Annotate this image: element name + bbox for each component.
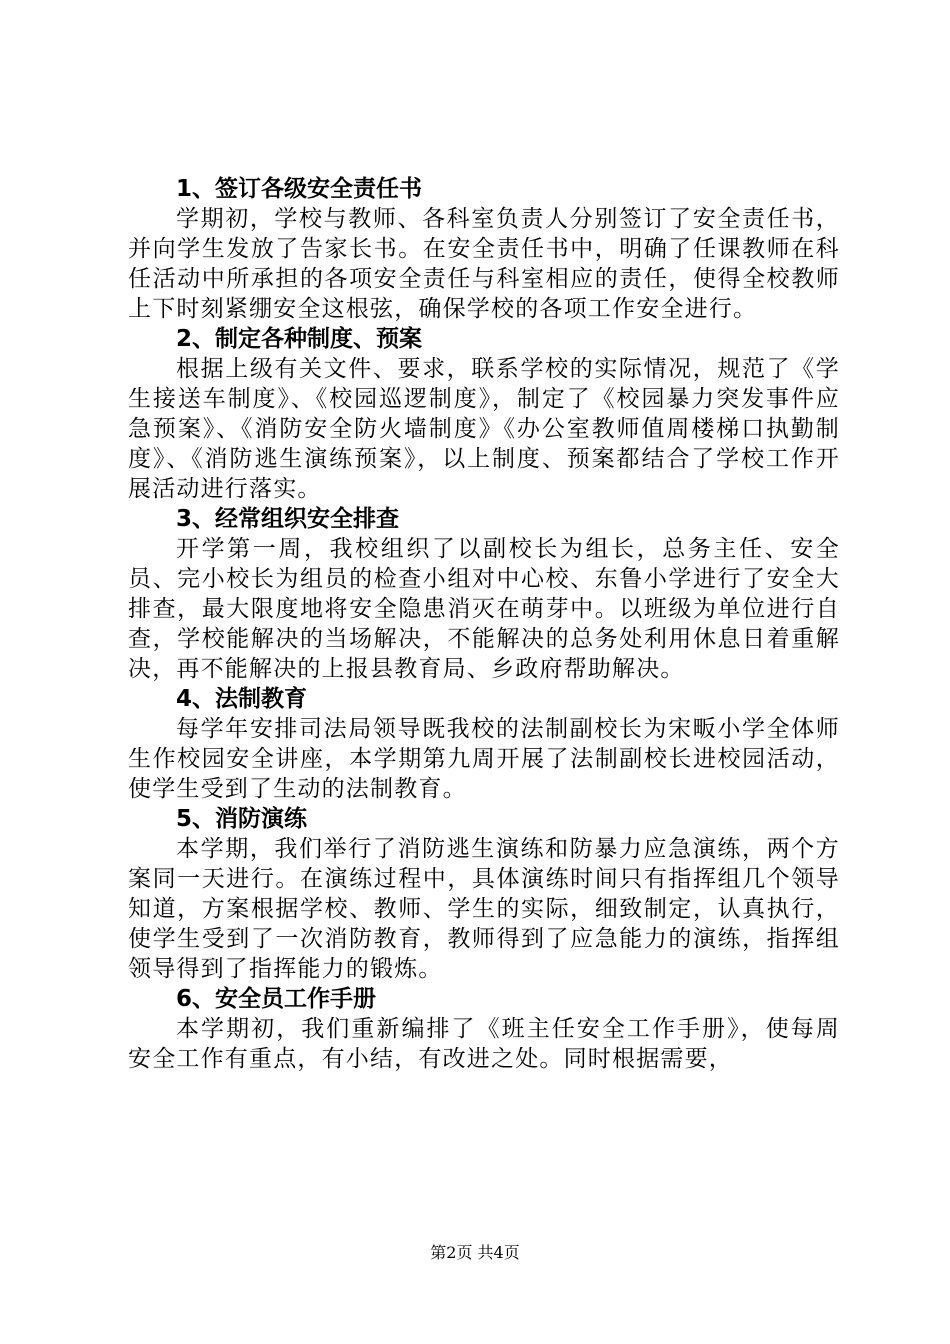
section-paragraph-4: 每学年安排司法局领导既我校的法制副校长为宋畈小学全体师生作校园安全讲座，本学期第九周开展了法制副校长进校园活动，使学生受到了生动的法制教育。 — [128, 716, 840, 802]
section-heading-2: 2、制定各种制度、预案 — [176, 326, 423, 352]
section-paragraph-2: 根据上级有关文件、要求，联系学校的实际情况，规范了《学生接送车制度》、《校园巡逻制度》，制定了《校园暴力突发事件应急预案》、《消防安全防火墙制度》《办公室教师值周楼梯口执勤制度》、《消防逃生演练预案》，以上制度、预案都结合了学校工作开展活动进行落实。 — [128, 356, 840, 502]
section-paragraph-1: 学期初，学校与教师、各科室负责人分别签订了安全责任书，并向学生发放了告家长书。在安全责任书中，明确了任课教师在科任活动中所承担的各项安全责任与科室相应的责任，使得全校教师上下时刻紧绷安全这根弦，确保学校的各项工作安全进行。 — [128, 206, 840, 322]
section-paragraph-5: 本学期，我们举行了消防逃生演练和防暴力应急演练，两个方案同一天进行。在演练过程中，具体演练时间只有指挥组几个领导知道，方案根据学校、教师、学生的实际，细致制定，认真执行，使学生受到了一次消防教育，教师得到了应急能力的演练，指挥组领导得到了指挥能力的锻炼。 — [128, 836, 840, 982]
section-heading-1: 1、签订各级安全责任书 — [176, 176, 423, 202]
page-number-footer: 第2页 共4页 — [430, 1243, 520, 1262]
document-body — [128, 174, 840, 1074]
section-heading-6: 6、安全员工作手册 — [176, 986, 377, 1012]
section-heading-3: 3、经常组织安全排查 — [176, 506, 400, 532]
section-paragraph-3: 开学第一周，我校组织了以副校长为组长，总务主任、安全员、完小校长为组员的检查小组对中心校、东鲁小学进行了安全大排查，最大限度地将安全隐患消灭在萌芽中。以班级为单位进行自查，学校能解决的当场解决，不能解决的总务处利用休息日着重解决，再不能解决的上报县教育局、乡政府帮助解决。 — [128, 536, 840, 682]
section-heading-4: 4、法制教育 — [176, 686, 308, 712]
section-heading-5: 5、消防演练 — [176, 806, 308, 832]
section-paragraph-6: 本学期初，我们重新编排了《班主任安全工作手册》，使每周安全工作有重点，有小结，有改进之处。同时根据需要， — [128, 1016, 840, 1072]
